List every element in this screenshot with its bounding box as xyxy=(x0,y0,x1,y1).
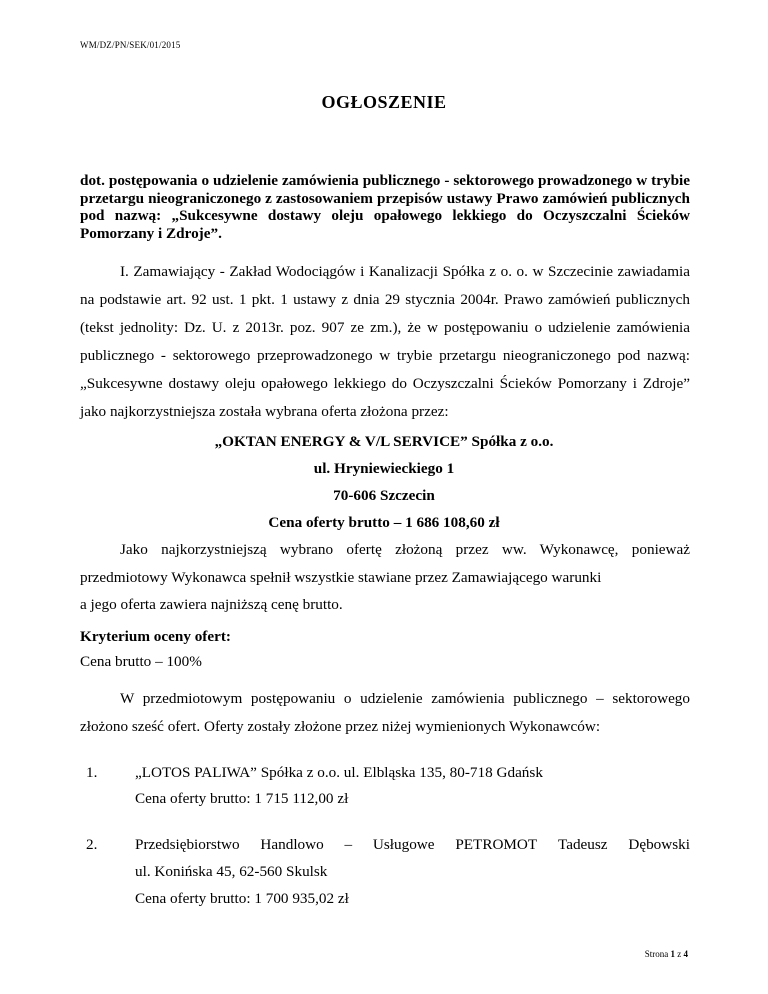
offer-2-word: Przedsiębiorstwo xyxy=(135,836,240,853)
winner-city: 70-606 Szczecin xyxy=(333,487,435,504)
page-number xyxy=(645,949,688,959)
document-title: OGŁOSZENIE xyxy=(321,92,447,112)
offer-2-word: Handlowo xyxy=(260,836,324,853)
offer-2-word: – xyxy=(344,836,353,853)
offer-1-price: Cena oferty brutto: 1 715 112,00 zł xyxy=(135,790,349,807)
offer-2-word: Usługowe xyxy=(372,836,435,853)
page-label: Strona xyxy=(644,949,669,959)
offer-2-address: ul. Konińska 45, 62-560 Skulsk xyxy=(135,863,328,880)
offer-2-number: 2. xyxy=(86,836,98,853)
justification-last-line: a jego oferta zawiera najniższą cenę brutto. xyxy=(80,596,343,613)
offer-1-number: 1. xyxy=(86,764,98,781)
justification-text: Jako najkorzystniejszą wybrano ofertę złożoną przez ww. Wykonawcę, ponieważ przedmiotowy Wykonawca spełnił wszystkie stawiane przez Zamawiającego warunki xyxy=(80,541,690,586)
criteria-heading: Kryterium oceny ofert: xyxy=(80,628,231,645)
offers-intro-paragraph xyxy=(80,685,690,741)
total-pages: 4 xyxy=(683,949,688,959)
document-reference: WM/DZ/PN/SEK/01/2015 xyxy=(80,40,181,50)
offer-2-bidder xyxy=(135,836,690,854)
subject-paragraph: dot. postępowania o udzielenie zamówienia publicznego - sektorowego prowadzonego w trybie przetargu nieograniczonego z zastosowaniem przepisów ustawy Prawo zamówień publicznych pod nazwą: „Sukcesywne dostawy oleju opałowego lekkiego do Oczyszczalni Ścieków Pomorzany i Zdroje”. xyxy=(80,172,690,242)
winner-price: Cena oferty brutto – 1 686 108,60 zł xyxy=(268,514,500,531)
page-of: z xyxy=(677,949,682,959)
announcement-paragraph xyxy=(80,258,690,426)
criteria-value: Cena brutto – 100% xyxy=(80,653,202,670)
winner-name: „OKTAN ENERGY & V/L SERVICE” Spółka z o.o. xyxy=(214,433,554,450)
offer-2-word: PETROMOT xyxy=(455,836,538,853)
justification-paragraph xyxy=(80,536,690,592)
announcement-text: I. Zamawiający - Zakład Wodociągów i Kanalizacji Spółka z o. o. w Szczecinie zawiadamia na podstawie art. 92 ust. 1 pkt. 1 ustawy z dnia 29 stycznia 2004r. Prawo zamówień publicznych (tekst jednolity: Dz. U. z 2013r. poz. 907 ze zm.), że w postępowaniu o udzielenie zamówienia publicznego - sektorowego przeprowadzonego w trybie przetargu nieograniczonego pod nazwą: „Sukcesywne dostawy oleju opałowego lekkiego do Oczyszczalni Ścieków Pomorzany i Zdroje” jako najkorzystniejsza została wybrana oferta złożona przez: xyxy=(80,263,690,420)
current-page: 1 xyxy=(670,949,675,959)
offer-1-bidder: „LOTOS PALIWA” Spółka z o.o. ul. Elbląska 135, 80-718 Gdańsk xyxy=(135,764,543,781)
offer-2-price: Cena oferty brutto: 1 700 935,02 zł xyxy=(135,890,349,907)
winner-street: ul. Hryniewieckiego 1 xyxy=(313,460,455,477)
offer-2-word: Tadeusz xyxy=(558,836,608,853)
offer-2-word: Dębowski xyxy=(628,836,690,853)
offers-intro-text: W przedmiotowym postępowaniu o udzielenie zamówienia publicznego – sektorowego złożono sześć ofert. Oferty zostały złożone przez niżej wymienionych Wykonawców: xyxy=(80,690,690,735)
winning-offer-block xyxy=(0,428,768,536)
